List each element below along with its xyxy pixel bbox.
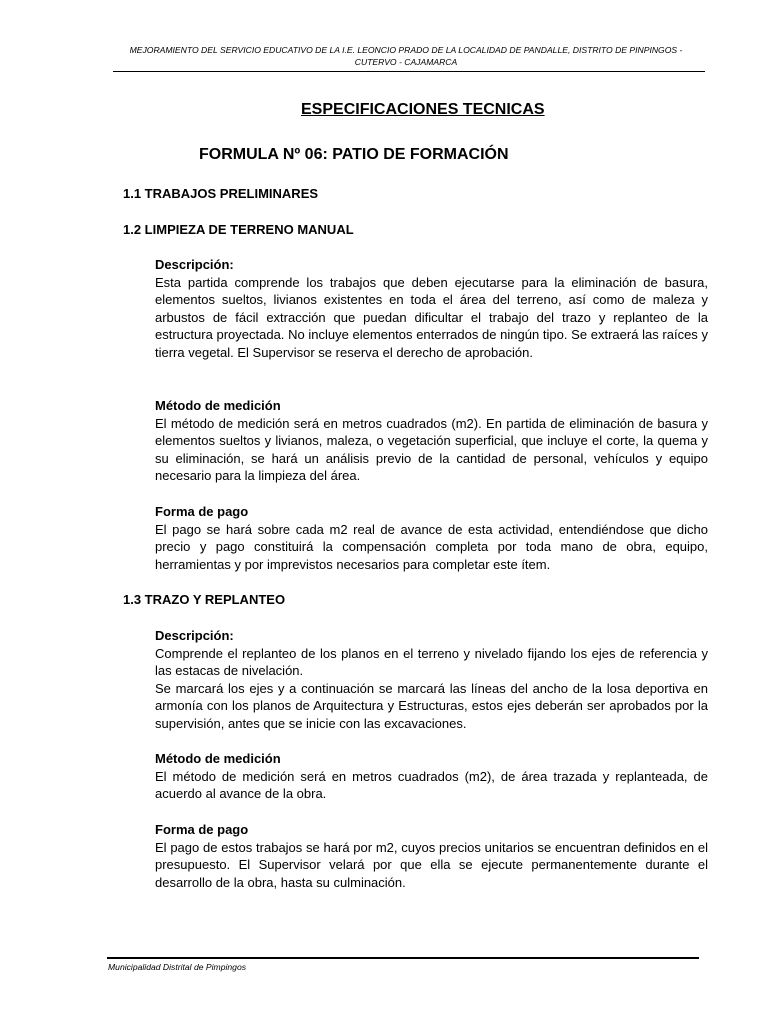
document-title: ESPECIFICACIONES TECNICAS <box>301 101 545 118</box>
block-label: Descripción: <box>155 257 234 272</box>
description-block <box>155 256 708 362</box>
payment-block <box>155 821 708 891</box>
section-heading-1-2: 1.2 LIMPIEZA DE TERRENO MANUAL <box>123 222 354 237</box>
measurement-method-block <box>155 750 708 803</box>
block-label: Forma de pago <box>155 822 249 837</box>
block-label: Método de medición <box>155 751 281 766</box>
measurement-method-block <box>155 397 708 485</box>
section-heading-1-1: 1.1 TRABAJOS PRELIMINARES <box>123 186 319 201</box>
block-label: Forma de pago <box>155 504 249 519</box>
block-label: Descripción: <box>155 628 234 643</box>
page-header: MEJORAMIENTO DEL SERVICIO EDUCATIVO DE LA I.E. LEONCIO PRADO DE LA LOCALIDAD DE PANDALLE, DISTRITO DE PINPINGOS - CUTERVO - CAJAMARCA <box>129 45 683 67</box>
block-text: Se marcará los ejes y a continuación se marcará las líneas del ancho de la losa deportiva en armonía con los planos de Arquitectura y Estructuras, estos ejes deberán ser aprobados por la supervisión, antes que se inicie con las excavaciones. <box>155 680 708 731</box>
description-block <box>155 627 708 733</box>
payment-block <box>155 503 708 573</box>
block-text: Esta partida comprende los trabajos que deben ejecutarse para la eliminación de basura, elementos sueltos, livianos existentes en toda el área del terreno, así como de maleza y arbustos de fácil extracción que puedan dificultar el trabajo del trazo y replanteo de la estructura proyectada. No incluye elementos enterrados de ningún tipo. Se extraerá las raíces y tierra vegetal. El Supervisor se reserva el derecho de aprobación. <box>155 274 708 360</box>
section-heading-1-3: 1.3 TRAZO Y REPLANTEO <box>123 592 286 607</box>
footer-divider <box>107 957 699 959</box>
block-text: Comprende el replanteo de los planos en el terreno y nivelado fijando los ejes de referencia y las estacas de nivelación. <box>155 645 708 679</box>
block-text: El pago de estos trabajos se hará por m2, cuyos precios unitarios se encuentran definidos en el presupuesto. El Supervisor velará por que ella se ejecute permanentemente durante el desarrollo de la obra, hasta su culminación. <box>155 839 708 890</box>
block-text: El método de medición será en metros cuadrados (m2). En partida de eliminación de basura y elementos sueltos y livianos, maleza, o vegetación superficial, que incluye el corte, la quema y su eliminación, se hará un análisis previo de la cantidad de personal, vehículos y equipo necesario para la limpieza del área. <box>155 415 708 484</box>
header-divider <box>113 71 705 72</box>
block-text: El método de medición será en metros cuadrados (m2), de área trazada y replanteada, de acuerdo al avance de la obra. <box>155 768 708 802</box>
document-subtitle: FORMULA Nº 06: PATIO DE FORMACIÓN <box>199 146 509 163</box>
block-label: Método de medición <box>155 398 281 413</box>
block-text: El pago se hará sobre cada m2 real de avance de esta actividad, entendiéndose que dicho precio y pago constituirá la compensación completa por toda mano de obra, equipo, herramientas y por imprevistos necesarios para completar este ítem. <box>155 521 708 572</box>
page-footer: Municipalidad Distrital de Pimpingos <box>108 962 247 972</box>
